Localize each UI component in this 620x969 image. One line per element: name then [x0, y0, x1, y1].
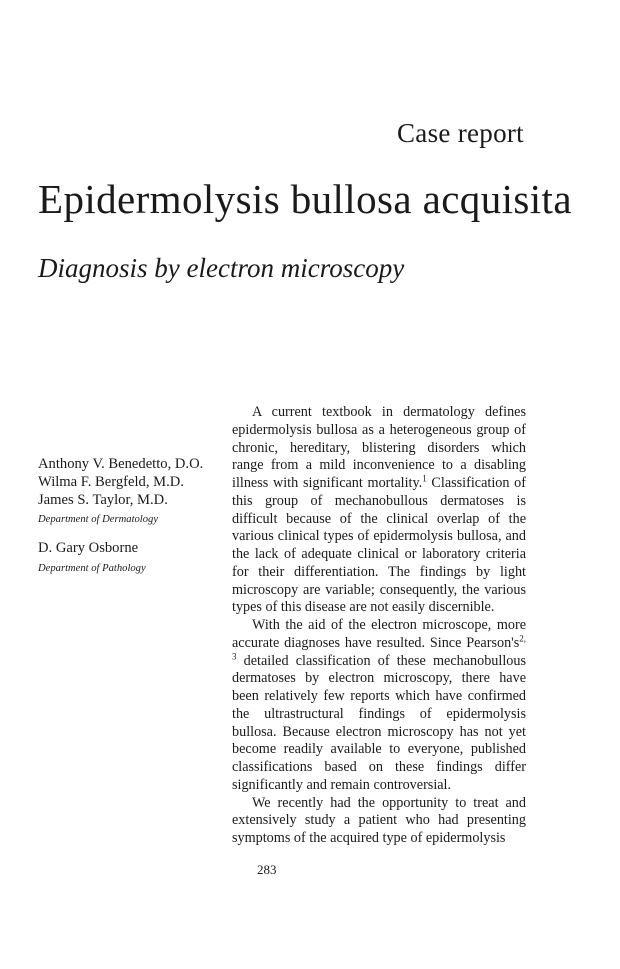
author-group-dermatology	[38, 456, 228, 527]
department-label: Department of Pathology	[38, 563, 146, 575]
body-text: Classification of this group of mechanobullous dermatoses is difficult because of the clinical overlap of the various clinical types of epidermolysis bullosa, and the lack of adequate clinical or laboratory criteria for their differentiation. The findings by light microscopy are variable; consequently, the various types of this disease are not easily discernible.	[232, 475, 526, 616]
body-paragraph: We recently had the opportunity to treat and extensively study a patient who had presenting symptoms of the acquired type of epidermolysis	[232, 794, 526, 846]
body-text: detailed classification of these mechanobullous dermatoses by electron microscopy, there have been relatively few reports which have confirmed the ultrastructural findings of epidermolysis bullosa. Because electron microscopy has not yet become readily available to everyone, published classifications based on these findings differ significantly and remain controversial.	[232, 652, 526, 793]
department-label: Department of Dermatology	[38, 514, 159, 526]
page-number: 283	[257, 862, 277, 877]
section-label: Case report	[396, 118, 524, 148]
author-name: Anthony V. Benedetto, D.O.	[38, 456, 204, 472]
body-text: A current textbook in dermatology defines epidermolysis bullosa as a heterogeneous group of chronic, hereditary, blistering disorders which range from a mild inconvenience to a disabling illness with significant mortality.	[232, 404, 526, 491]
body-text-column	[232, 404, 526, 848]
author-block	[38, 456, 228, 589]
author-name: Wilma F. Bergfeld, M.D.	[38, 473, 184, 490]
body-paragraph	[232, 404, 526, 617]
body-paragraph	[232, 617, 526, 795]
author-group-pathology	[38, 540, 228, 576]
footnote-ref: 2, 3	[232, 633, 526, 661]
footnote-ref: 1	[422, 473, 427, 484]
author-name: James S. Taylor, M.D.	[38, 491, 168, 508]
article-title: Epidermolysis bullosa acquisita	[38, 176, 572, 222]
body-text: With the aid of the electron microscope, more accurate diagnoses have resulted. Since Pearson's	[232, 617, 526, 651]
article-subtitle: Diagnosis by electron microscopy	[38, 253, 405, 283]
author-name: D. Gary Osborne	[38, 540, 139, 557]
